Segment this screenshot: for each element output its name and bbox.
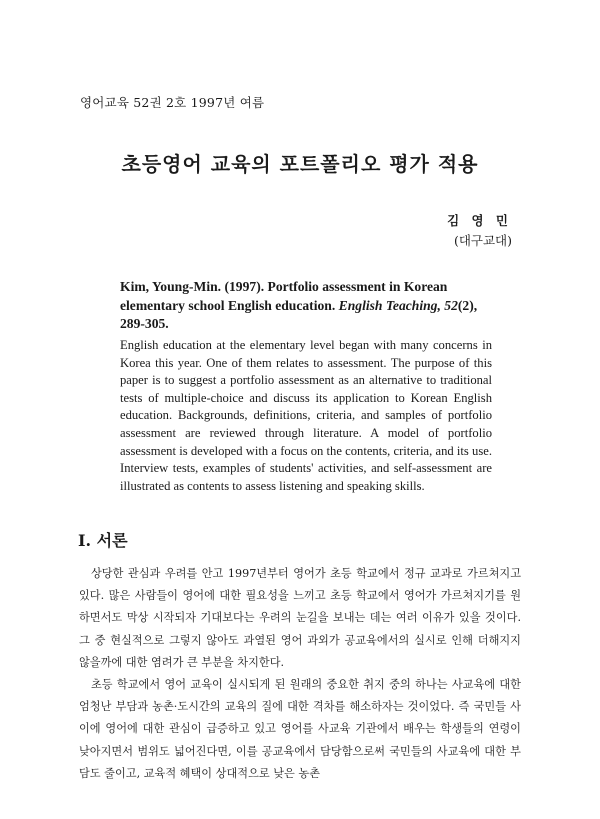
citation-journal: English Teaching, 52 xyxy=(338,297,458,313)
abstract: English education at the elementary level began with many concerns in Korea this year. One of them relates to assessment. The purpose of this paper is to suggest a portfolio assessment as an alternative to traditional tests of multiple-choice and discuss its application to Korean English education. Backgrounds, definitions, criteria, and samples of portfolio assessment are reviewed through literature. A model of portfolio assessment is developed with a focus on the contents, criteria, and its use. Interview tests, examples of students' activities, and self-assessment are illustrated as contents to assess listening and speaking skills. xyxy=(120,338,492,493)
author-name: 김 영 민 xyxy=(447,213,512,228)
body-text xyxy=(79,563,521,785)
article-title: 초등영어 교육의 포트폴리오 평가 적용 xyxy=(121,152,479,176)
citation-prefix: Kim, Young-Min. (1997). Portfolio assessment in Korean elementary school English education. xyxy=(120,279,448,313)
section-heading: I. 서론 xyxy=(78,531,128,550)
author-affiliation: (대구교대) xyxy=(453,233,512,248)
author-block xyxy=(447,211,512,251)
citation-pages: 289-305. xyxy=(120,316,169,331)
citation-issue: (2), xyxy=(457,297,478,313)
journal-header: 영어교육 52권 2호 1997년 여름 xyxy=(80,95,265,110)
body-paragraph: 초등 학교에서 영어 교육이 실시되게 된 원래의 중요한 취지 중의 하나는 사교육에 대한 엄청난 부담과 농촌·도시간의 교육의 질에 대한 격차를 해소하자는 것이었다. 즉 국민들 사이에 영어에 대한 관심이 급증하고 있고 영어를 사교육 기관에서 배우는 학생들의 연령이 낮아지면서 범위도 넓어진다면, 이를 공교육에서 담당함으로써 국민들의 사교육에 대한 부담도 줄이고, 교육적 혜택이 상대적으로 낮은 농촌 xyxy=(79,678,521,780)
body-paragraph: 상당한 관심과 우려를 안고 1997년부터 영어가 초등 학교에서 정규 교과로 가르쳐지고 있다. 많은 사람들이 영어에 대한 필요성을 느끼고 초등 학교에서 영어가 가르쳐지기를 원하면서도 막상 시작되자 기대보다는 우려의 눈길을 보내는 데는 여러 이유가 있을 것이다. 그 중 현실적으로 그렇지 않아도 과열된 영어 과외가 공교육에서의 실시로 인해 더해지지 않을까에 대한 염려가 큰 부분을 차지한다. xyxy=(79,567,521,669)
citation xyxy=(120,278,490,334)
